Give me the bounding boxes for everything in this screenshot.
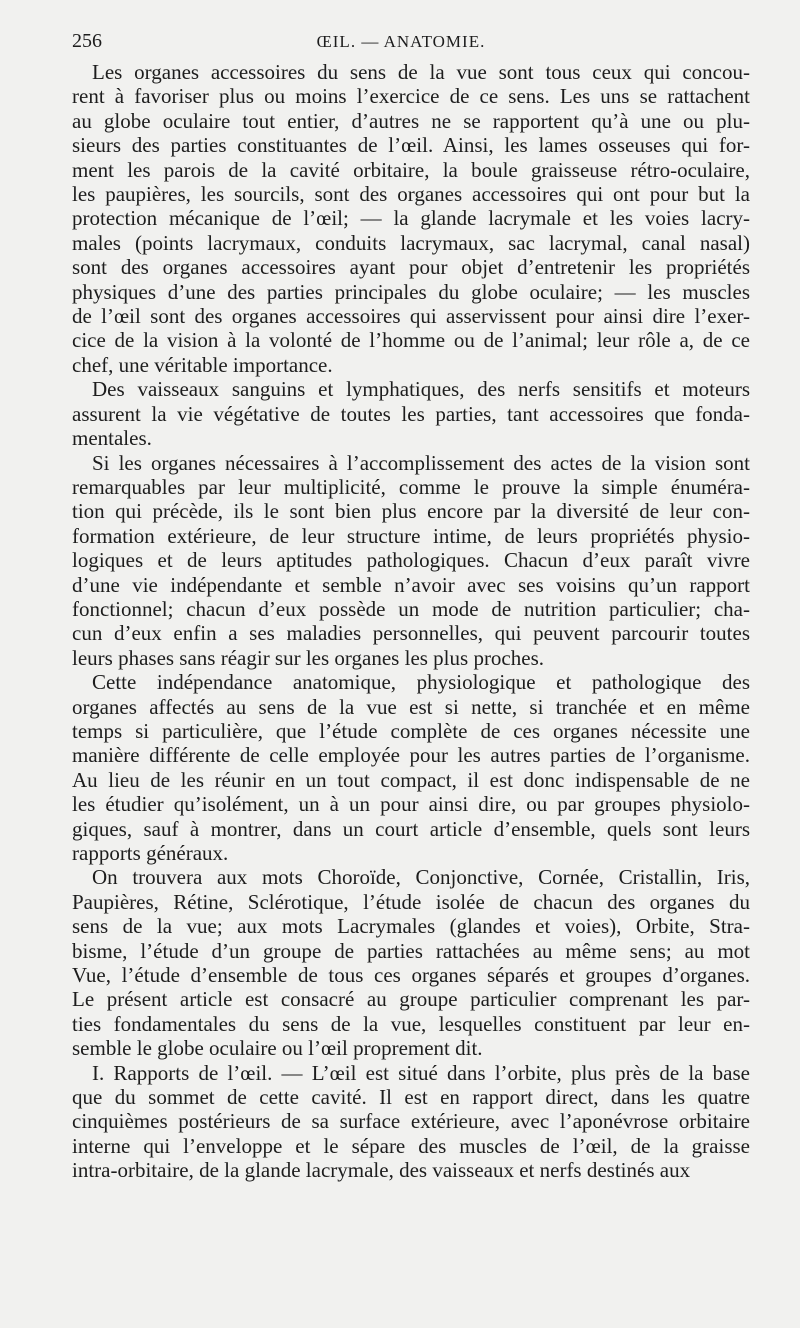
text-line: Les organes accessoires du sens de la vue sont tous ceux qui concou- bbox=[92, 60, 750, 84]
text-line: Des vaisseaux sanguins et lymphatiques, des nerfs sensitifs et moteurs bbox=[92, 377, 750, 402]
text-line: sieurs des parties constituantes de l’œil. Ainsi, les lames osseuses qui for- bbox=[72, 133, 750, 158]
text-line: intra-orbitaire, de la glande lacrymale, des vaisseaux et nerfs destinés aux bbox=[72, 1158, 691, 1183]
text-line: rent à favoriser plus ou moins l’exercice de ce sens. Les uns se rattachent bbox=[72, 84, 750, 109]
text-line: formation extérieure, de leur structure intime, de leurs propriétés physio- bbox=[72, 523, 750, 548]
text-line: ties fondamentales du sens de la vue, lesquelles constituent par leur en- bbox=[72, 1011, 750, 1036]
text-line: que du sommet de cette cavité. Il est en rapport direct, dans les quatre bbox=[72, 1085, 750, 1110]
paragraph bbox=[72, 451, 750, 671]
text-line: protection mécanique de l’œil; — la glande lacrymale et les voies lacry- bbox=[72, 206, 750, 231]
text-line: remarquables par leur multiplicité, comme le prouve la simple énuméra- bbox=[72, 474, 750, 499]
text-line: Cette indépendance anatomique, physiologique et pathologique des bbox=[92, 670, 750, 695]
text-line: cun d’eux enfin a ses maladies personnelles, qui peuvent parcourir toutes bbox=[72, 621, 750, 646]
text-line: giques, sauf à montrer, dans un court article d’ensemble, quels sont leurs bbox=[72, 816, 750, 841]
text-line: les étudier qu’isolément, un à un pour ainsi dire, ou par groupes physiolo- bbox=[72, 792, 750, 817]
body-text bbox=[72, 60, 750, 1183]
text-line: d’une vie indépendante et semble n’avoir avec ses voisins qu’un rapport bbox=[72, 572, 750, 597]
text-line: On trouvera aux mots Choroïde, Conjonctive, Cornée, Cristallin, Iris, bbox=[92, 865, 750, 890]
text-line: Vue, l’étude d’ensemble de tous ces organes séparés et groupes d’organes. bbox=[72, 963, 750, 988]
text-line: logiques et de leurs aptitudes pathologiques. Chacun d’eux paraît vivre bbox=[72, 548, 750, 573]
text-line: chef, une véritable importance. bbox=[72, 352, 333, 377]
paragraph bbox=[72, 377, 750, 450]
text-line: rapports généraux. bbox=[72, 841, 229, 865]
text-line: assurent la vie végétative de toutes les parties, tant accessoires que fonda- bbox=[72, 401, 750, 426]
text-line: physiques d’une des parties principales du globe oculaire; — les muscles bbox=[72, 279, 750, 304]
text-line: fonctionnel; chacun d’eux possède un mode de nutrition particulier; cha- bbox=[72, 596, 750, 621]
text-line: temps si particulière, que l’étude complète de ces organes nécessite une bbox=[72, 718, 750, 743]
page-number: 256 bbox=[72, 30, 102, 52]
text-line: Paupières, Rétine, Sclérotique, l’étude isolée de chacun des organes du bbox=[72, 889, 750, 914]
text-line: Au lieu de les réunir en un tout compact, il est donc indispensable de ne bbox=[72, 767, 750, 792]
text-line: Si les organes nécessaires à l’accomplissement des actes de la vision sont bbox=[92, 450, 750, 475]
paragraph bbox=[72, 865, 750, 1060]
text-line: sens de la vue; aux mots Lacrymales (glandes et voies), Orbite, Stra- bbox=[72, 914, 750, 939]
text-line: cice de la vision à la volonté de l’homme ou de l’animal; leur rôle a, de ce bbox=[72, 328, 750, 353]
text-line: bisme, l’étude d’un groupe de parties rattachées au même sens; au mot bbox=[72, 938, 750, 963]
running-title: ŒIL. — ANATOMIE. bbox=[316, 32, 486, 51]
text-line: ment les parois de la cavité orbitaire, la boule graisseuse rétro-oculaire, bbox=[72, 157, 750, 182]
text-line: mentales. bbox=[72, 426, 152, 451]
text-line: organes affectés au sens de la vue est si nette, si tranchée et en même bbox=[72, 694, 750, 719]
text-line: cinquièmes postérieurs de sa surface extérieure, avec l’aponévrose orbitaire bbox=[72, 1109, 750, 1134]
text-line: sont des organes accessoires ayant pour objet d’entretenir les propriétés bbox=[72, 255, 750, 280]
paragraph bbox=[72, 60, 750, 377]
text-line: interne qui l’enveloppe et le sépare des muscles de l’œil, de la graisse bbox=[72, 1133, 750, 1158]
text-line: tion qui précède, ils le sont bien plus encore par la diversité de leur con- bbox=[72, 499, 750, 524]
text-line: les paupières, les sourcils, sont des organes accessoires qui ont pour but la bbox=[72, 182, 750, 207]
text-line: de l’œil sont des organes accessoires qui asservissent pour ainsi dire l’exer- bbox=[72, 304, 750, 329]
text-line: I. Rapports de l’œil. — L’œil est situé dans l’orbite, plus près de la base bbox=[92, 1060, 750, 1085]
page-header bbox=[72, 30, 750, 60]
text-line: manière différente de celle employée pour les autres parties de l’organisme. bbox=[72, 743, 750, 768]
text-line: leurs phases sans réagir sur les organes les plus proches. bbox=[72, 645, 544, 670]
paragraph bbox=[72, 1061, 750, 1183]
paragraph bbox=[72, 670, 750, 865]
text-line: Le présent article est consacré au groupe particulier comprenant les par- bbox=[72, 987, 750, 1012]
text-line: semble le globe oculaire ou l’œil proprement dit. bbox=[72, 1036, 483, 1061]
text-line: au globe oculaire tout entier, d’autres ne se rapportent qu’à une ou plu- bbox=[72, 108, 750, 133]
page bbox=[72, 30, 750, 1183]
text-line: males (points lacrymaux, conduits lacrymaux, sac lacrymal, canal nasal) bbox=[72, 230, 750, 255]
